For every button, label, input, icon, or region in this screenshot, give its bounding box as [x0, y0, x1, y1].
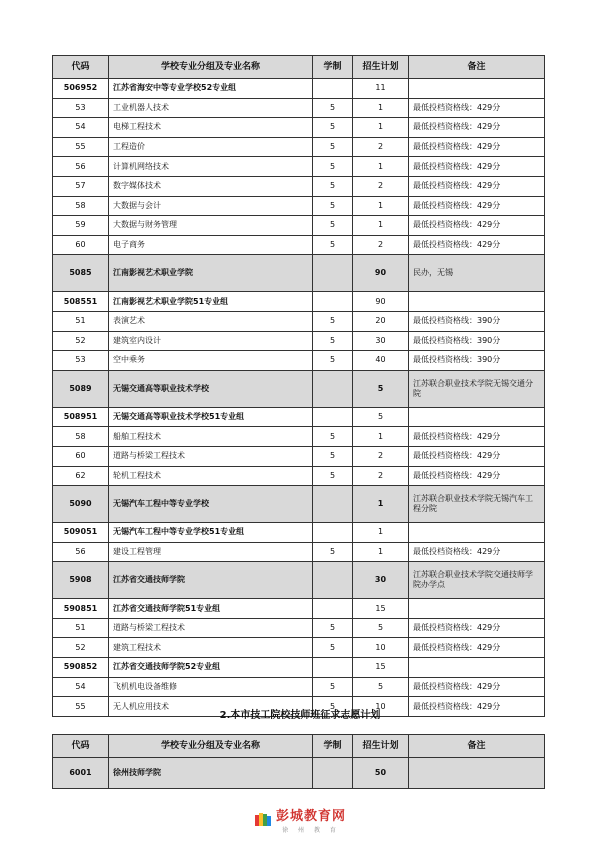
plan-cell: 30	[353, 331, 409, 351]
years-cell: 5	[313, 137, 353, 157]
years-cell: 5	[313, 176, 353, 196]
code-cell: 60	[53, 446, 109, 466]
section-title: 2.本市技工院校技师班征求志愿计划	[219, 710, 381, 721]
plan-cell: 1	[353, 157, 409, 177]
plan-cell: 10	[353, 697, 409, 717]
code-cell: 51	[53, 618, 109, 638]
header-note: 备注	[409, 735, 545, 758]
note-cell: 最低投档资格线：390分	[409, 311, 545, 331]
years-cell: 5	[313, 427, 353, 447]
years-cell: 5	[313, 446, 353, 466]
note-cell: 最低投档资格线：429分	[409, 137, 545, 157]
table-row	[53, 176, 545, 196]
plan-cell: 1	[353, 118, 409, 138]
name-cell: 道路与桥梁工程技术	[109, 618, 313, 638]
code-cell: 56	[53, 157, 109, 177]
table-row	[53, 216, 545, 236]
note-cell	[409, 599, 545, 619]
code-cell: 55	[53, 137, 109, 157]
table-row	[53, 542, 545, 562]
years-cell: 5	[313, 216, 353, 236]
note-cell: 最低投档资格线：429分	[409, 118, 545, 138]
plan-cell: 2	[353, 466, 409, 486]
table-row	[53, 638, 545, 658]
years-cell	[313, 79, 353, 99]
years-cell	[313, 599, 353, 619]
table-header-row	[53, 735, 545, 758]
name-cell: 江苏省海安中等专业学校52专业组	[109, 79, 313, 99]
plan-cell: 5	[353, 677, 409, 697]
school-row	[53, 486, 545, 523]
plan-cell: 1	[353, 427, 409, 447]
school-row	[53, 370, 545, 407]
name-cell: 大数据与会计	[109, 196, 313, 216]
name-cell: 建筑工程技术	[109, 638, 313, 658]
name-cell: 计算机网络技术	[109, 157, 313, 177]
code-cell: 54	[53, 118, 109, 138]
code-cell: 52	[53, 638, 109, 658]
header-years: 学制	[313, 56, 353, 79]
years-cell: 5	[313, 311, 353, 331]
years-cell: 5	[313, 118, 353, 138]
code-cell: 590851	[53, 599, 109, 619]
admission-plan-table	[52, 55, 545, 717]
name-cell: 电梯工程技术	[109, 118, 313, 138]
plan-cell: 15	[353, 658, 409, 678]
plan-cell: 5	[353, 370, 409, 407]
table-row	[53, 351, 545, 371]
years-cell	[313, 562, 353, 599]
name-cell: 工业机器人技术	[109, 98, 313, 118]
logo-subtext: 徐 州 教 育	[282, 827, 340, 834]
years-cell	[313, 370, 353, 407]
code-cell: 506952	[53, 79, 109, 99]
name-cell: 江苏省交通技师学院	[109, 562, 313, 599]
group-row	[53, 292, 545, 312]
note-cell: 最低投档资格线：429分	[409, 466, 545, 486]
plan-cell: 1	[353, 486, 409, 523]
years-cell	[313, 255, 353, 292]
code-cell: 59	[53, 216, 109, 236]
note-cell: 江苏联合职业技术学院无锡汽车工程分院	[409, 486, 545, 523]
plan-cell: 2	[353, 446, 409, 466]
name-cell: 船舶工程技术	[109, 427, 313, 447]
name-cell: 江苏省交通技师学院52专业组	[109, 658, 313, 678]
code-cell: 55	[53, 697, 109, 717]
code-cell: 509051	[53, 523, 109, 543]
years-cell: 5	[313, 677, 353, 697]
plan-cell: 90	[353, 255, 409, 292]
table-header-row	[53, 56, 545, 79]
years-cell: 5	[313, 542, 353, 562]
code-cell: 62	[53, 466, 109, 486]
note-cell: 最低投档资格线：429分	[409, 618, 545, 638]
note-cell: 最低投档资格线：429分	[409, 216, 545, 236]
group-row	[53, 523, 545, 543]
years-cell: 5	[313, 697, 353, 717]
plan-cell: 30	[353, 562, 409, 599]
header-name: 学校专业分组及专业名称	[109, 56, 313, 79]
name-cell: 道路与桥梁工程技术	[109, 446, 313, 466]
code-cell: 53	[53, 98, 109, 118]
note-cell	[409, 658, 545, 678]
years-cell: 5	[313, 196, 353, 216]
plan-cell: 90	[353, 292, 409, 312]
plan-cell: 50	[353, 758, 409, 789]
code-cell: 56	[53, 542, 109, 562]
years-cell	[313, 523, 353, 543]
group-row	[53, 407, 545, 427]
code-cell: 5090	[53, 486, 109, 523]
name-cell: 江苏省交通技师学院51专业组	[109, 599, 313, 619]
table-row	[53, 118, 545, 138]
name-cell: 轮机工程技术	[109, 466, 313, 486]
years-cell: 5	[313, 618, 353, 638]
name-cell: 工程造价	[109, 137, 313, 157]
years-cell: 5	[313, 331, 353, 351]
plan-cell: 2	[353, 176, 409, 196]
code-cell: 58	[53, 196, 109, 216]
table-row	[53, 677, 545, 697]
header-years: 学制	[313, 735, 353, 758]
name-cell: 江南影视艺术职业学院	[109, 255, 313, 292]
plan-cell: 1	[353, 523, 409, 543]
plan-cell: 1	[353, 98, 409, 118]
note-cell: 最低投档资格线：429分	[409, 427, 545, 447]
years-cell	[313, 407, 353, 427]
years-cell: 5	[313, 157, 353, 177]
years-cell: 5	[313, 466, 353, 486]
table-row	[53, 137, 545, 157]
header-note: 备注	[409, 56, 545, 79]
group-row	[53, 658, 545, 678]
note-cell: 最低投档资格线：429分	[409, 697, 545, 717]
note-cell	[409, 407, 545, 427]
note-cell: 民办，无锡	[409, 255, 545, 292]
school-row	[53, 255, 545, 292]
note-cell	[409, 523, 545, 543]
code-cell: 58	[53, 427, 109, 447]
plan-cell: 11	[353, 79, 409, 99]
years-cell	[313, 758, 353, 789]
plan-cell: 15	[353, 599, 409, 619]
footer-logo	[0, 805, 600, 834]
code-cell: 590852	[53, 658, 109, 678]
name-cell: 无锡交通高等职业技术学校51专业组	[109, 407, 313, 427]
note-cell: 最低投档资格线：390分	[409, 351, 545, 371]
name-cell: 无锡汽车工程中等专业学校	[109, 486, 313, 523]
years-cell: 5	[313, 98, 353, 118]
years-cell: 5	[313, 638, 353, 658]
note-cell: 最低投档资格线：429分	[409, 446, 545, 466]
years-cell: 5	[313, 235, 353, 255]
code-cell: 508951	[53, 407, 109, 427]
name-cell: 数字媒体技术	[109, 176, 313, 196]
name-cell: 电子商务	[109, 235, 313, 255]
table-row	[53, 157, 545, 177]
table-row	[53, 618, 545, 638]
table-row	[53, 98, 545, 118]
note-cell: 最低投档资格线：429分	[409, 638, 545, 658]
note-cell: 江苏联合职业技术学院无锡交通分院	[409, 370, 545, 407]
name-cell: 江南影视艺术职业学院51专业组	[109, 292, 313, 312]
code-cell: 52	[53, 331, 109, 351]
years-cell	[313, 292, 353, 312]
plan-cell: 2	[353, 235, 409, 255]
code-cell: 53	[53, 351, 109, 371]
code-cell: 6001	[53, 758, 109, 789]
name-cell: 徐州技师学院	[109, 758, 313, 789]
plan-cell: 40	[353, 351, 409, 371]
name-cell: 大数据与财务管理	[109, 216, 313, 236]
years-cell: 5	[313, 351, 353, 371]
name-cell: 飞机机电设备维修	[109, 677, 313, 697]
table-row	[53, 427, 545, 447]
table-row	[53, 235, 545, 255]
code-cell: 508551	[53, 292, 109, 312]
plan-cell: 5	[353, 618, 409, 638]
table-row	[53, 311, 545, 331]
books-logo-icon	[254, 812, 272, 828]
note-cell: 最低投档资格线：429分	[409, 176, 545, 196]
years-cell	[313, 658, 353, 678]
plan-cell: 5	[353, 407, 409, 427]
header-plan: 招生计划	[353, 735, 409, 758]
name-cell: 建设工程管理	[109, 542, 313, 562]
code-cell: 60	[53, 235, 109, 255]
name-cell: 空中乘务	[109, 351, 313, 371]
header-name: 学校专业分组及专业名称	[109, 735, 313, 758]
code-cell: 51	[53, 311, 109, 331]
school-row	[53, 758, 545, 789]
plan-cell: 1	[353, 216, 409, 236]
header-plan: 招生计划	[353, 56, 409, 79]
group-row	[53, 599, 545, 619]
technician-plan-table	[52, 734, 545, 789]
note-cell: 最低投档资格线：429分	[409, 157, 545, 177]
plan-cell: 20	[353, 311, 409, 331]
code-cell: 54	[53, 677, 109, 697]
name-cell: 建筑室内设计	[109, 331, 313, 351]
table-row	[53, 196, 545, 216]
note-cell	[409, 292, 545, 312]
plan-cell: 1	[353, 542, 409, 562]
note-cell: 最低投档资格线：390分	[409, 331, 545, 351]
note-cell: 最低投档资格线：429分	[409, 235, 545, 255]
header-code: 代码	[53, 735, 109, 758]
name-cell: 无人机应用技术	[109, 697, 313, 717]
name-cell: 无锡交通高等职业技术学校	[109, 370, 313, 407]
group-row	[53, 79, 545, 99]
table-row	[53, 331, 545, 351]
name-cell: 无锡汽车工程中等专业学校51专业组	[109, 523, 313, 543]
note-cell: 最低投档资格线：429分	[409, 98, 545, 118]
note-cell: 最低投档资格线：429分	[409, 196, 545, 216]
table-row	[53, 446, 545, 466]
note-cell: 江苏联合职业技术学院交通技师学院办学点	[409, 562, 545, 599]
code-cell: 5085	[53, 255, 109, 292]
plan-cell: 2	[353, 137, 409, 157]
name-cell: 表演艺术	[109, 311, 313, 331]
table-row	[53, 466, 545, 486]
note-cell: 最低投档资格线：429分	[409, 677, 545, 697]
logo-text: 彭城教育网	[275, 809, 346, 824]
code-cell: 5908	[53, 562, 109, 599]
code-cell: 5089	[53, 370, 109, 407]
code-cell: 57	[53, 176, 109, 196]
school-row	[53, 562, 545, 599]
note-cell: 最低投档资格线：429分	[409, 542, 545, 562]
plan-cell: 10	[353, 638, 409, 658]
plan-cell: 1	[353, 196, 409, 216]
note-cell	[409, 79, 545, 99]
note-cell	[409, 758, 545, 789]
header-code: 代码	[53, 56, 109, 79]
years-cell	[313, 486, 353, 523]
